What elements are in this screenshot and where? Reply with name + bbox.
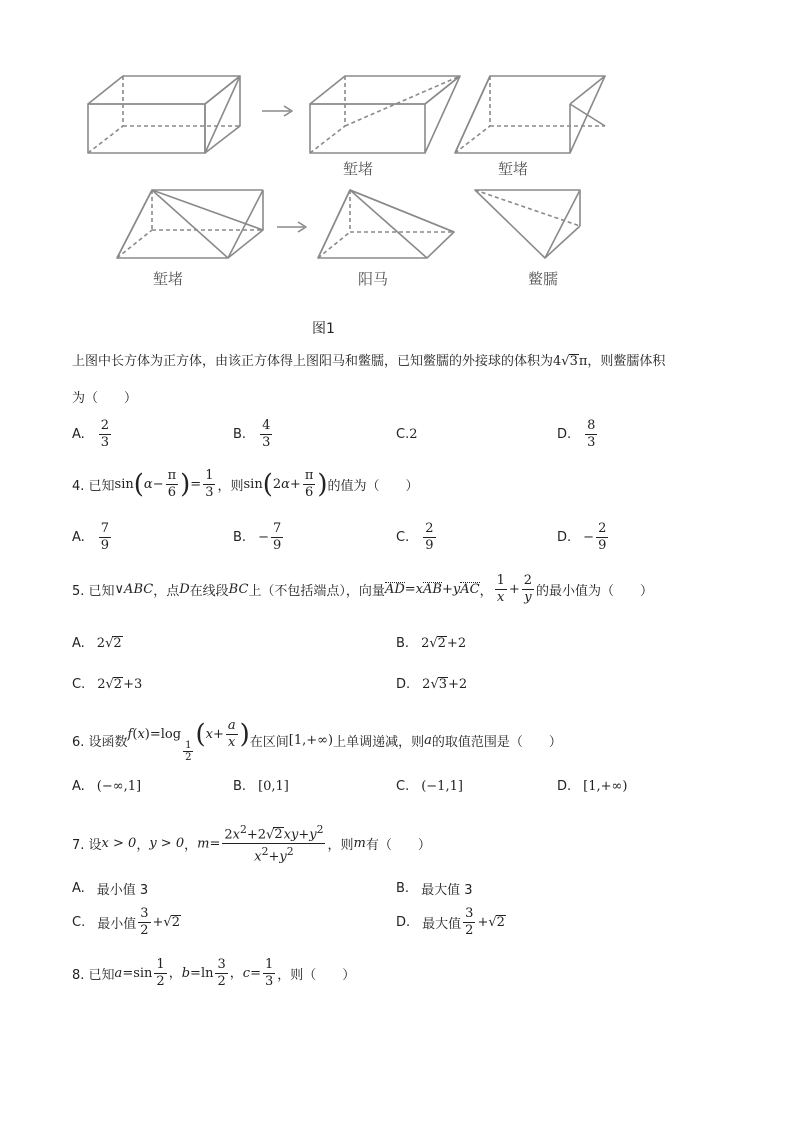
q5-text-3: 上（不包括端点），向量 bbox=[248, 584, 385, 599]
yangma-shape bbox=[318, 190, 454, 258]
option-letter: D. bbox=[557, 779, 572, 794]
option-value: 最小值 3 bbox=[96, 883, 149, 898]
option-value: 最大值 bbox=[422, 917, 462, 932]
denominator: 9 bbox=[272, 538, 282, 553]
qiandu-shape-3 bbox=[117, 190, 263, 258]
q4-prefix: 4. 已知 bbox=[72, 479, 115, 494]
option-letter: D. bbox=[396, 677, 411, 692]
q5-option-a[interactable] bbox=[72, 636, 123, 651]
denominator: 3 bbox=[100, 435, 110, 450]
q3-option-d[interactable] bbox=[557, 418, 599, 451]
option-letter: B. bbox=[233, 779, 247, 794]
numerator: 7 bbox=[272, 521, 282, 536]
option-letter: B. bbox=[396, 636, 410, 651]
option-letter: A. bbox=[72, 881, 85, 896]
q3-volume-pi: π bbox=[578, 354, 588, 369]
fraction bbox=[596, 521, 608, 554]
option-letter: D. bbox=[557, 427, 572, 442]
fraction bbox=[585, 418, 597, 451]
q3-option-b[interactable] bbox=[233, 418, 274, 451]
q7-option-b[interactable] bbox=[396, 879, 472, 898]
fraction bbox=[99, 418, 111, 451]
option-value: 2√2+2 bbox=[421, 636, 467, 651]
q6-option-d[interactable] bbox=[557, 779, 627, 794]
option-math: $\frac{3}{2}$ +√2 bbox=[140, 906, 180, 938]
option-value: (−∞,1] bbox=[96, 779, 142, 794]
option-letter: A. bbox=[72, 530, 85, 545]
numerator: 8 bbox=[587, 418, 596, 433]
bienao-shape bbox=[475, 190, 580, 258]
q3-option-a[interactable] bbox=[72, 418, 113, 451]
option-letter: A. bbox=[72, 427, 85, 442]
q6-text-2: 上单调递减，则 bbox=[333, 735, 425, 750]
option-math: $\frac{3}{2}$ +√2 bbox=[465, 906, 505, 938]
option-letter: A. bbox=[72, 779, 85, 794]
q8-prefix: 8. 已知 bbox=[72, 968, 115, 983]
option-letter: C. bbox=[72, 677, 86, 692]
option-letter: A. bbox=[72, 636, 85, 651]
q6-option-b[interactable] bbox=[233, 779, 289, 794]
q6-option-c[interactable] bbox=[396, 779, 463, 794]
q4-target-expression: sin(2α+ $\frac{\pi}{6}$ ) bbox=[243, 468, 328, 500]
option-letter: B. bbox=[233, 427, 247, 442]
q5-segment: BC bbox=[228, 582, 249, 597]
option-letter: D. bbox=[396, 915, 411, 930]
option-value: 2√2+3 bbox=[97, 677, 143, 692]
figure-label-qiandu-1: 堑堵 bbox=[343, 160, 374, 178]
q5-text-1: ，点 bbox=[153, 584, 180, 599]
qiandu-shape-2 bbox=[455, 76, 605, 153]
q5-option-b[interactable] bbox=[396, 636, 466, 651]
denominator: 3 bbox=[262, 435, 271, 450]
q4-middle: ，则 bbox=[217, 479, 244, 494]
q5-vector-equation: AD=xAB+yAC bbox=[384, 582, 480, 597]
q7-text-2: 有（ ） bbox=[365, 838, 431, 854]
fraction bbox=[99, 521, 111, 554]
q4-option-a[interactable] bbox=[72, 521, 113, 554]
figure-label-qiandu-3: 堑堵 bbox=[153, 270, 184, 288]
q7-stem: 7. 设 x > 0 ， y > 0 ， m= $\frac{2x^2+2√2xy+y^2}{x^2+y^2}$ ，则 m 有（ ） bbox=[72, 823, 431, 865]
fraction bbox=[423, 521, 435, 554]
q8-stem bbox=[72, 957, 355, 990]
q7-option-d[interactable] bbox=[396, 906, 506, 939]
option-value: 最小值 bbox=[97, 917, 137, 932]
qiandu-shape-1 bbox=[310, 76, 460, 153]
option-letter: C. bbox=[72, 915, 86, 930]
q4-option-c[interactable] bbox=[396, 521, 438, 554]
q5-option-d[interactable] bbox=[396, 677, 467, 692]
q6-text-1: 在区间 bbox=[249, 735, 289, 750]
figure-label-yangma: 阳马 bbox=[358, 270, 389, 288]
option-value: 2√3+2 bbox=[422, 677, 468, 692]
option-sign: − bbox=[583, 530, 595, 545]
q8-definitions: a=sin $\frac{1}{2}$ ，b=ln $\frac{3}{2}$ ，c= $\frac{1}{3}$ bbox=[114, 957, 274, 989]
denominator: 3 bbox=[587, 435, 596, 450]
option-value: [1,+∞) bbox=[583, 779, 628, 794]
option-value: (−1,1] bbox=[421, 779, 463, 794]
option-letter: B. bbox=[396, 881, 410, 896]
q6-prefix: 6. 设函数 bbox=[72, 735, 128, 750]
q7-prefix: 7. 设 bbox=[72, 838, 102, 854]
numerator: 2 bbox=[598, 521, 607, 536]
q5-prefix: 5. 已知 bbox=[72, 584, 115, 599]
q4-given-expression: sin(α− $\frac{\pi}{6}$ )= $\frac{1}{3}$ bbox=[114, 468, 214, 500]
q6-option-a[interactable] bbox=[72, 779, 141, 794]
denominator: 9 bbox=[425, 538, 434, 553]
option-letter: B. bbox=[233, 530, 247, 545]
q5-triangle: ∨ABC bbox=[114, 582, 154, 597]
arrow-right-icon bbox=[262, 106, 292, 116]
denominator: 9 bbox=[100, 538, 110, 553]
solids-figure bbox=[0, 0, 794, 300]
numerator: 7 bbox=[100, 521, 110, 536]
q5-text-2: 在线段 bbox=[189, 584, 229, 599]
q4-option-d[interactable] bbox=[557, 521, 610, 554]
q8-text-end: ，则（ ） bbox=[277, 968, 356, 983]
q3-volume-radicand: 3 bbox=[569, 354, 578, 369]
q6-function: f(x)=log $\frac{1}{2}$ (x+ $\frac{a}{x}$ ) bbox=[127, 718, 250, 763]
q5-point-d: D bbox=[179, 582, 190, 597]
q5-text-4: 的最小值为（ ） bbox=[536, 584, 654, 599]
q3-stem-text-a: 上图中长方体为正方体，由该正方体得上图阳马和鳖臑，已知鳖臑的外接球的体积为 bbox=[72, 354, 554, 369]
q7-condition-x: x > 0 bbox=[101, 836, 137, 852]
fraction bbox=[260, 418, 272, 451]
option-value: 2 bbox=[409, 427, 418, 442]
q6-interval: [1,+∞) bbox=[288, 733, 334, 748]
option-letter: C. bbox=[396, 530, 410, 545]
denominator: 9 bbox=[598, 538, 607, 553]
q3-option-c[interactable] bbox=[396, 427, 418, 442]
option-sign: − bbox=[258, 530, 269, 545]
option-letter: D. bbox=[557, 530, 572, 545]
numerator: 2 bbox=[100, 418, 110, 433]
q4-suffix: 的值为（ ） bbox=[327, 479, 419, 494]
cuboid-shape bbox=[88, 76, 240, 153]
q4-option-b[interactable] bbox=[233, 521, 285, 554]
figure-label-qiandu-2: 堑堵 bbox=[498, 160, 529, 178]
q7-expression: m= $\frac{2x^2+2√2xy+y^2}{x^2+y^2}$ bbox=[197, 823, 324, 865]
option-letter: C. bbox=[396, 779, 410, 794]
q6-text-3: 的取值范围是（ ） bbox=[431, 735, 562, 750]
q7-condition-y: y > 0 bbox=[149, 836, 185, 852]
q3-stem-line2: 为（ ） bbox=[72, 391, 138, 406]
q3-stem-text-b: ，则鳖臑体积 bbox=[587, 354, 666, 369]
q5-expression: $\frac{1}{x}$ + $\frac{2}{y}$ bbox=[496, 573, 533, 605]
figure-label-bienao: 鳖臑 bbox=[528, 270, 559, 288]
option-value: 2√2 bbox=[96, 636, 122, 651]
q7-option-a[interactable] bbox=[72, 879, 148, 898]
q7-option-c[interactable] bbox=[72, 906, 181, 939]
numerator: 4 bbox=[262, 418, 271, 433]
q7-text-1: ，则 bbox=[327, 838, 354, 854]
q5-stem: 5. 已知 ∨ABC ，点 D 在线段 BC 上（不包括端点），向量 AD=xAB+yAC ， $\frac{1}{x}$ + $\frac{2}{y}$ 的最小值为（ ） bbox=[72, 573, 654, 605]
q3-volume-coef: 4 bbox=[553, 354, 562, 369]
q7-variable: m bbox=[353, 836, 366, 852]
numerator: 2 bbox=[425, 521, 434, 536]
q6-stem bbox=[72, 718, 562, 763]
option-value: [0,1] bbox=[258, 779, 289, 794]
fraction bbox=[271, 521, 283, 554]
figure-caption: 图1 bbox=[312, 321, 335, 337]
q3-stem-line1 bbox=[72, 352, 665, 372]
q6-variable: a bbox=[424, 733, 432, 748]
option-value: 最大值 3 bbox=[421, 883, 473, 898]
q3-volume: 4√3π bbox=[553, 354, 588, 369]
q5-option-c[interactable] bbox=[72, 677, 142, 692]
arrow-right-icon bbox=[277, 222, 306, 232]
q4-stem bbox=[72, 468, 419, 501]
option-letter: C. bbox=[396, 427, 410, 442]
